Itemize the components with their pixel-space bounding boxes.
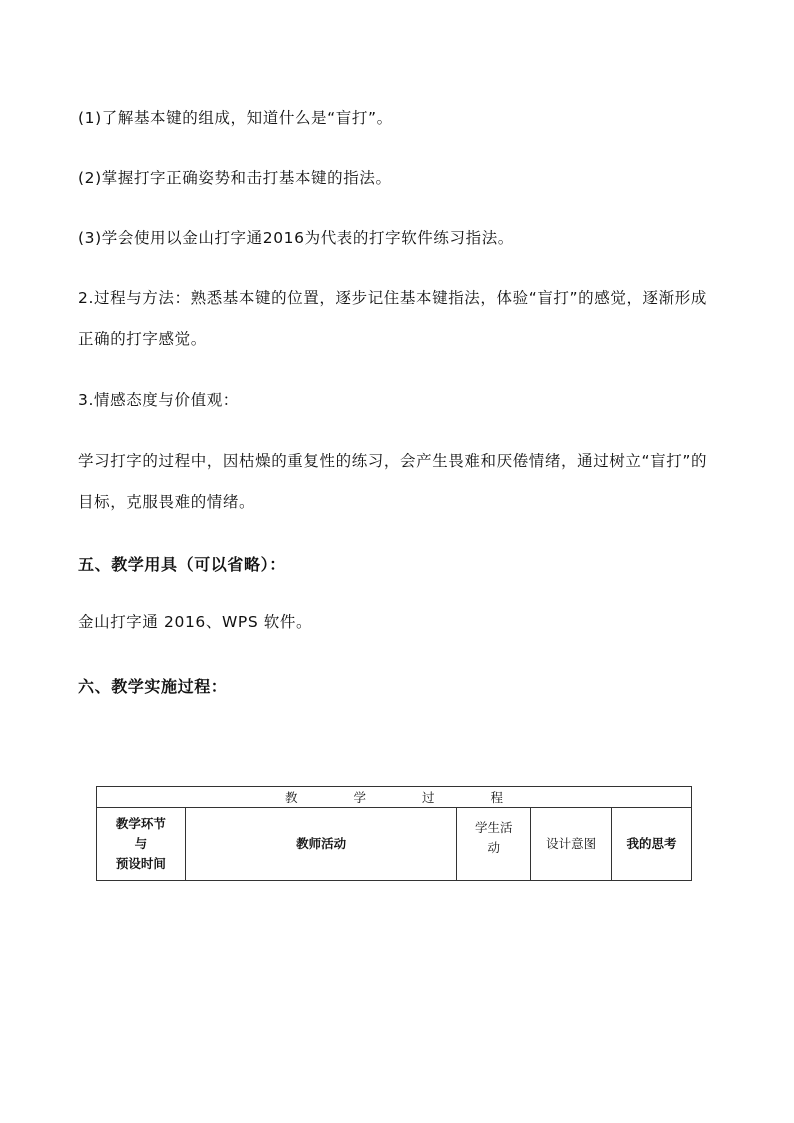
- header-stage-time: [97, 808, 186, 881]
- process-method-paragraph: 2.过程与方法：熟悉基本键的位置，逐步记住基本键指法，体验“盲打”的感觉，逐渐形成正确的打字感觉。: [78, 289, 707, 348]
- header-stage-line: 与: [134, 836, 148, 851]
- table-title: [97, 787, 692, 808]
- teaching-process-table: [96, 786, 692, 881]
- emotion-paragraph: 学习打字的过程中，因枯燥的重复性的练习，会产生畏难和厌倦情绪，通过树立“盲打”的目标，克服畏难的情绪。: [78, 452, 708, 511]
- header-student-activity: [457, 808, 531, 881]
- header-student-line: 学生活: [475, 820, 513, 835]
- objective-item-2: (2)掌握打字正确姿势和击打基本键的指法。: [78, 169, 392, 187]
- objective-item-1: (1)了解基本键的组成，知道什么是“盲打”。: [78, 109, 393, 127]
- table-title-char: 过: [421, 790, 435, 805]
- objective-item-3: (3)学会使用以金山打字通2016为代表的打字软件练习指法。: [78, 229, 514, 247]
- header-my-reflection: 我的思考: [612, 808, 692, 881]
- table-title-char: 教: [284, 790, 298, 805]
- table-title-char: 程: [490, 790, 503, 805]
- section6-heading: 六、教学实施过程：: [78, 677, 228, 696]
- header-design-intent: 设计意图: [531, 808, 612, 881]
- emotion-heading: 3.情感态度与价值观：: [78, 391, 239, 409]
- section5-body: 金山打字通 2016、WPS 软件。: [78, 613, 313, 631]
- header-stage-line: 预设时间: [115, 856, 166, 871]
- table-title-char: 学: [353, 790, 366, 805]
- header-stage-line: 教学环节: [115, 816, 166, 831]
- header-student-line: 动: [487, 840, 501, 855]
- header-teacher-activity: 教师活动: [185, 808, 457, 881]
- section5-heading: 五、教学用具（可以省略）：: [78, 555, 286, 574]
